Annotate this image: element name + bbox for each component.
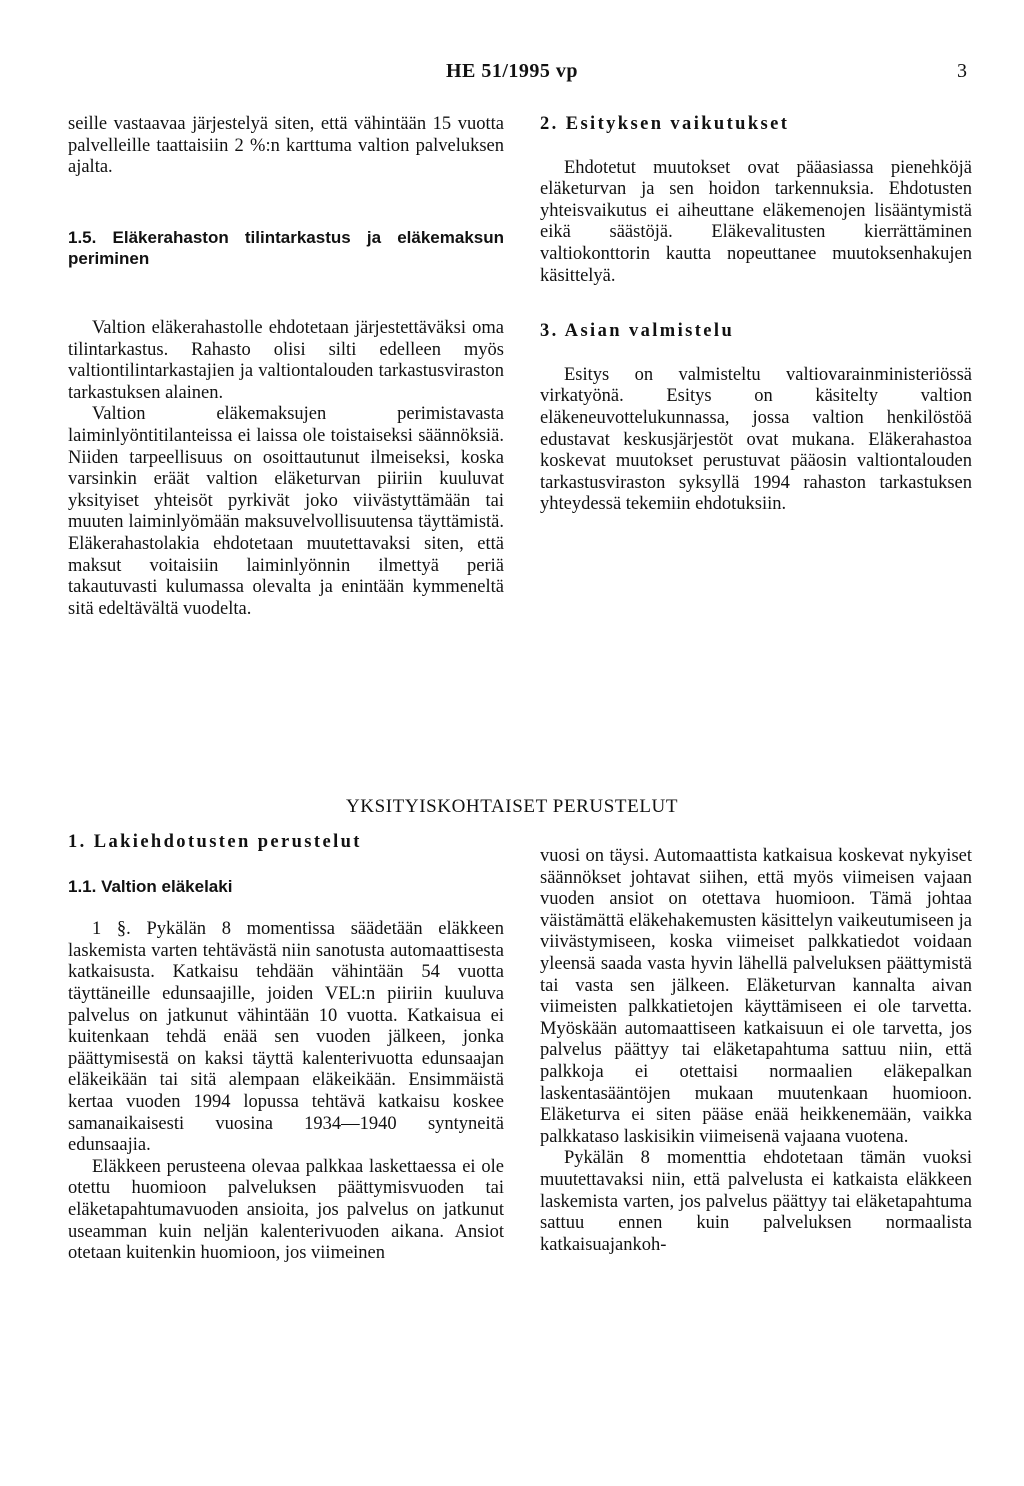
paragraph: Pykälän 8 momenttia ehdotetaan tämän vuoksi muutettavaksi niin, että palvelusta ei katkaista eläkkeen laskemista varten, jos palvelus päättyy tai eläketapahtuma sattuu ennen kuin palveluksen normaalista katkaisuajankoh- [540,1148,972,1255]
paragraph: Ehdotetut muutokset ovat pääasiassa pienehköjä eläketurvan ja sen hoidon tarkennuksia. Ehdotusten yhteisvaikutus ei aiheuttane eläkemenojen lisääntymistä eikä säästöjä. Eläkevalitusten kierrättäminen valtiokonttorin kautta nopeuttanee muutoksenhakujen käsittelyä. [540,157,972,286]
top-right-column [540,114,972,516]
page-number: 3 [957,60,967,82]
main-heading: YKSITYISKOHTAISET PERUSTELUT [345,796,679,817]
paragraph: 1 §. Pykälän 8 momentissa säädetään eläkkeen laskemista varten tehtävästä niin sanotusta automaattisesta katkaisusta. Katkaisu tehdään vähintään 54 vuotta täyttäneille edunsaajille, joiden VEL:n piiriin kuuluva palvelus on jatkunut vähintään 10 vuotta. Katkaisua ei kuitenkaan tehdä enää sen vuoden jälkeen, jonka päättymisestä on kaksi täyttä kalenterivuotta edunsaajan eläkeikään tai sitä alempaan eläkeikään. Ensimmäistä kertaa vuoden 1994 lopussa tehtävä katkaisu koskee samanaikaisesti vuosina 1934—1940 syntyneitä edunsaajia. [68,919,504,1156]
paragraph: Valtion eläkerahastolle ehdotetaan järjestettäväksi oma tilintarkastus. Rahasto olisi silti edelleen myös valtiontilintarkastajien ja valtiontalouden tarkastusviraston tarkastuksen alainen. [68,317,504,403]
top-left-column [68,114,504,620]
section-heading-1: 1. Lakiehdotusten perustelut [68,832,362,852]
paragraph: Esitys on valmisteltu valtiovarainministeriössä virkatyönä. Esitys on käsitelty valtion eläkeneuvottelukunnassa, jossa valtion henkilöstöä edustavat keskusjärjestöt ovat mukana. Eläkerahastoa koskevat muutokset perustuvat pääosin valtiontalouden tarkastusviraston syksyllä 1994 rahaston tarkastuksen yhteydessä tekemiin ehdotuksiin. [540,364,972,515]
subsection-heading-1-1: 1.1. Valtion eläkelaki [68,876,233,896]
paragraph: vuosi on täysi. Automaattista katkaisua koskevat nykyiset säännökset johtavat siihen, että myös viimeisen vajaan vuoden ansiot on otettava huomioon. Tämä johtaa väistämättä eläkehakemusten käsittelyn vaikeutumiseen ja viivästymiseen, koska viimeiset palkkatiedot voidaan yleensä saada vasta hyvin lähellä palveluksen päättymistä tai vasta sen jälkeen. Eläketurvan kannalta aivan viimeisten palkkatietojen käyttämiseen ei ole tarvetta. Myöskään automaattiseen katkaisuun ei ole tarvetta, jos palvelus päättyy tai eläketapahtuma sattuu niin, että palkkoja ei otettaisi normaalien eläkepalkan laskentasääntöjen mukaan muutenkaan huomioon. Eläketurva ei siten pääse enää heikkenemään, vaikka palkkataso laskisikin viimeisenä vajaana vuotena. [540,846,972,1147]
paragraph: Eläkkeen perusteena olevaa palkkaa laskettaessa ei ole otettu huomioon palveluksen päättymisvuoden tai eläketapahtumavuoden ansioita, jos palvelus on jatkunut useamman kuin neljän kalenterivuoden aikana. Ansiot otetaan kuitenkin huomioon, jos viimeinen [68,1156,504,1264]
paragraph: seille vastaavaa järjestelyä siten, että vähintään 15 vuotta palvelleille taattaisiin 2 %:n karttuma valtion palveluksen ajalta. [68,114,504,178]
document-id: HE 51/1995 vp [445,60,579,82]
bottom-right-column [540,846,972,1256]
paragraph: Valtion eläkemaksujen perimistavasta laiminlyöntitilanteissa ei laissa ole toistaiseksi säännöksiä. Niiden tarpeellisuus on osoittautunut ilmeiseksi, koska varsinkin eräät valtion eläketurvan piiriin kuuluvat yksityiset yhteisöt pyrkivät joko viivästyttämään tai muuten laiminlyömään maksuvelvollisuutensa täyttämistä. Eläkerahastolakia ehdotetaan muutettavaksi siten, että maksut voitaisiin laiminlyönnin ilmettyä periä takautuvasti kulumassa olevalta ja enintään kymmeneltä sitä edeltävältä vuodelta. [68,404,504,619]
bottom-left-column [68,832,504,1265]
section-heading-1-5: 1.5. Eläkerahaston tilintarkastus ja eläkemaksun periminen [68,227,504,269]
section-heading-3: 3. Asian valmistelu [540,321,735,342]
section-heading-2: 2. Esityksen vaikutukset [540,114,790,134]
page-header [0,60,1024,90]
